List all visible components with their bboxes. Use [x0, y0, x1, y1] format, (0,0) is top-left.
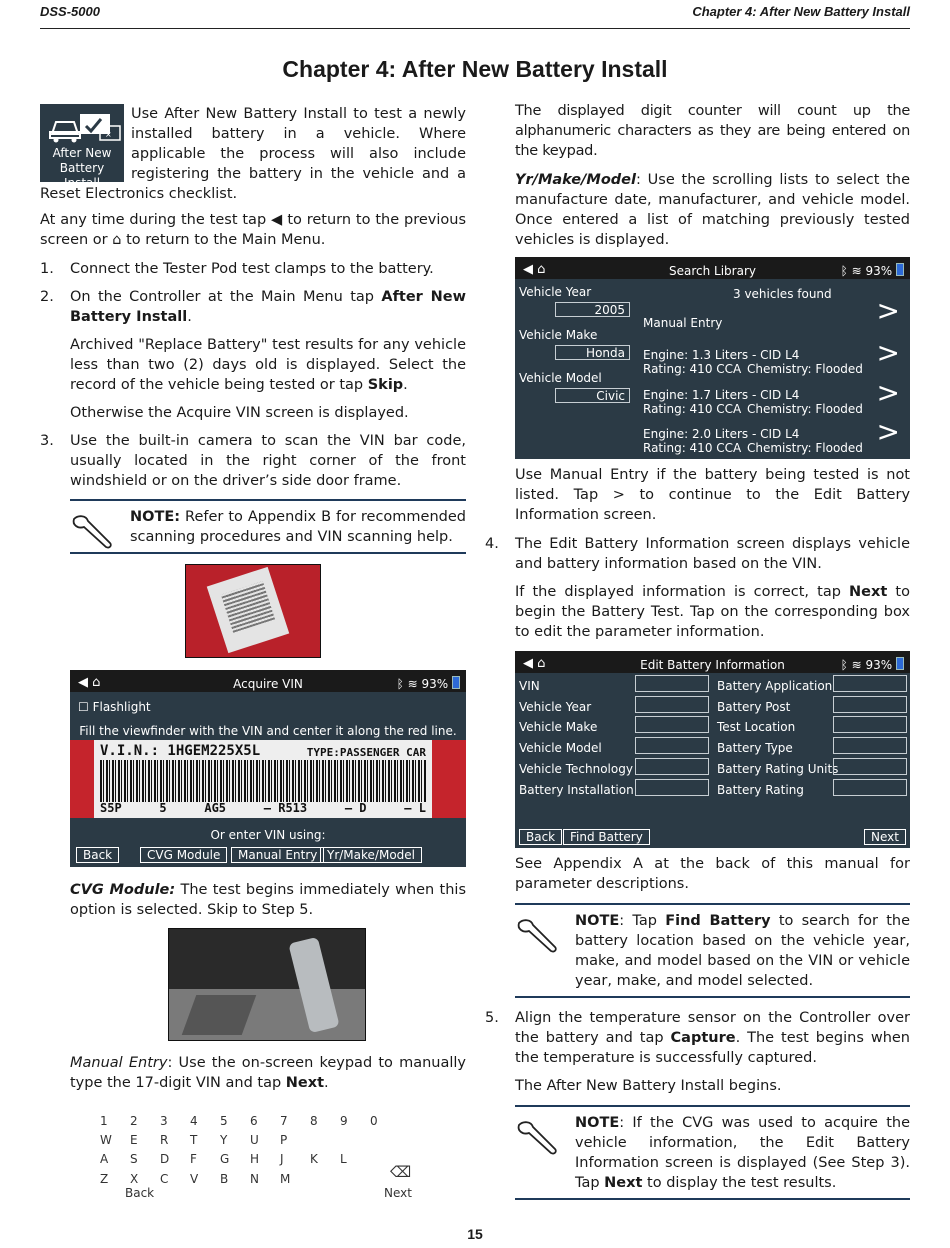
wrench-icon — [515, 915, 561, 955]
step-4: 4. The Edit Battery Information screen displays vehicle and battery information based on the VIN. — [485, 536, 910, 572]
step-4-paragraph: If the displayed information is correct, tap Next to begin the Battery Test. Tap on the corresponding box to edit the parameter information. — [515, 584, 910, 640]
field-label: Vehicle Technology — [519, 761, 633, 776]
field-label: Test Location — [717, 720, 796, 735]
back-button[interactable]: Back — [519, 829, 562, 845]
keypad-key[interactable]: J — [280, 1152, 284, 1166]
vehicle-year-field[interactable]: 2005 — [555, 302, 630, 317]
field-label: Battery Application — [717, 679, 833, 693]
cvg-module-button[interactable]: CVG Module — [140, 847, 227, 863]
chevron-right-icon: > — [612, 487, 625, 503]
vehicle-model-field[interactable]: Civic — [555, 388, 630, 403]
edit-battery-screen — [515, 651, 910, 848]
battery-icon — [896, 657, 904, 670]
cvg-module-photo — [168, 928, 366, 1041]
back-home-nav[interactable]: ◀ ⌂ — [523, 656, 546, 671]
page-title: Chapter 4: After New Battery Install — [282, 56, 668, 82]
back-home-nav[interactable]: ◀ ⌂ — [523, 262, 546, 277]
keypad-key[interactable]: 7 — [280, 1114, 288, 1128]
wrench-icon — [70, 511, 116, 551]
field-input[interactable] — [635, 696, 709, 713]
manual-entry-note: Use Manual Entry if the battery being tested is not listed. Tap > to continue to the Edit Battery Information screen. — [515, 467, 911, 523]
field-input[interactable] — [833, 779, 907, 796]
keypad-back-button[interactable]: Back — [125, 1186, 155, 1200]
field-label: Vehicle Make — [519, 720, 598, 735]
screen-topbar — [515, 651, 910, 673]
status-area: ᛒ ≋ 93% — [397, 674, 460, 694]
header-right: Chapter 4: After New Battery Install — [692, 4, 910, 19]
wifi-icon: ≋ — [851, 264, 862, 278]
field-input[interactable] — [833, 716, 907, 733]
status-area: ᛒ ≋ 93% — [841, 655, 904, 675]
field-label: Vehicle Model — [519, 741, 602, 756]
field-label: VIN — [519, 679, 540, 693]
field-input[interactable] — [635, 758, 709, 775]
next-button[interactable]: Next — [864, 829, 906, 845]
keypad-key[interactable]: 5 — [220, 1114, 228, 1128]
field-input[interactable] — [635, 737, 709, 754]
keypad-key[interactable]: T — [190, 1133, 198, 1147]
keypad-key[interactable]: A — [100, 1152, 109, 1166]
manual-entry-button[interactable]: Manual Entry — [231, 847, 324, 863]
keypad-key[interactable]: Z — [100, 1172, 109, 1186]
keypad-key[interactable]: 4 — [190, 1114, 198, 1128]
vin-viewfinder: V.I.N.: 1HGEM225X5L TYPE:PASSENGER CAR S5P 5 AG5 – R513 – D – L — [70, 740, 466, 818]
flashlight-checkbox[interactable]: ☐ Flashlight — [78, 700, 151, 714]
left-column — [40, 104, 466, 1203]
keypad-key[interactable]: L — [340, 1152, 347, 1166]
note-find-battery: NOTE: Tap Find Battery to search for the battery location based on the vehicle year, make, and model based on the VIN or vehicle year, make, and model selected. — [515, 903, 910, 998]
step-5: 5. Align the temperature sensor on the Controller over the battery and tap Capture. The test begins when the temperature is successfully captured. — [485, 1010, 910, 1066]
keypad-key[interactable]: D — [160, 1152, 170, 1166]
appendix-paragraph: See Appendix A at the back of this manual for parameter descriptions. — [515, 856, 910, 892]
bluetooth-icon: ᛒ — [840, 658, 848, 672]
back-button[interactable]: Back — [76, 847, 119, 863]
viewfinder-instruction: Fill the viewfinder with the VIN and center it along the red line. — [79, 724, 457, 738]
chevron-right-icon: > — [876, 336, 900, 369]
chevron-right-icon: > — [876, 294, 900, 327]
field-label: Battery Type — [717, 741, 793, 756]
screen-topbar — [70, 670, 466, 692]
bluetooth-icon: ᛒ — [396, 677, 404, 691]
keypad-key[interactable]: K — [310, 1152, 318, 1166]
backspace-key[interactable]: ⌫ — [390, 1163, 412, 1181]
wrench-icon — [515, 1117, 561, 1157]
step-1: 1. Connect the Tester Pod test clamps to the battery. — [40, 261, 434, 277]
battery-icon — [896, 263, 904, 276]
home-icon: ⌂ — [112, 232, 122, 248]
vehicle-make-label: Vehicle Make — [519, 328, 598, 342]
vehicle-make-field[interactable]: Honda — [555, 345, 630, 360]
keypad-key[interactable]: 1 — [100, 1114, 108, 1128]
keypad-key[interactable]: F — [190, 1152, 197, 1166]
manual-entry-paragraph: Manual Entry: Use the on-screen keypad to manually type the 17-digit VIN and tap Next. — [70, 1055, 466, 1091]
keypad-key[interactable]: U — [250, 1133, 259, 1147]
find-battery-button[interactable]: Find Battery — [563, 829, 650, 845]
icon-label-line1: After New — [52, 146, 112, 160]
field-input[interactable] — [635, 716, 709, 733]
barcode — [100, 760, 426, 802]
after-new-battery-icon — [40, 104, 124, 190]
keypad — [40, 1103, 466, 1203]
vin-door-photo — [185, 564, 321, 658]
vehicle-year-label: Vehicle Year — [519, 285, 592, 299]
right-column — [485, 101, 911, 1210]
field-label: Battery Rating — [717, 782, 804, 797]
note-appendix-b: NOTE: Refer to Appendix B for recommended scanning procedures and VIN scanning help. — [70, 499, 466, 554]
keypad-key[interactable]: V — [190, 1172, 199, 1186]
svg-text:×: × — [105, 130, 112, 139]
step-3: 3. Use the built-in camera to scan the VIN bar code, usually located in the right corner of the front windshield or on the driver’s side door frame. — [40, 433, 466, 489]
status-area: ᛒ ≋ 93% — [841, 261, 904, 281]
field-input[interactable] — [833, 737, 907, 754]
keypad-key[interactable]: 9 — [340, 1114, 348, 1128]
icon-label-line2: Battery Install — [59, 161, 105, 190]
keypad-key[interactable]: 8 — [310, 1114, 318, 1128]
keypad-key[interactable]: C — [160, 1172, 169, 1186]
keypad-key[interactable]: 0 — [370, 1114, 378, 1128]
back-home-nav[interactable]: ◀ ⌂ — [78, 675, 101, 690]
wifi-icon: ≋ — [407, 677, 418, 691]
keypad-key[interactable]: G — [220, 1152, 230, 1166]
vehicles-found: 3 vehicles found — [733, 287, 832, 301]
vehicle-model-label: Vehicle Model — [519, 371, 602, 385]
chevron-right-icon: > — [876, 376, 900, 409]
cvg-paragraph: CVG Module: The test begins immediately when this option is selected. Skip to Step 5. — [70, 882, 466, 918]
keypad-key[interactable]: X — [130, 1172, 139, 1186]
keypad-next-button[interactable]: Next — [384, 1186, 412, 1200]
keypad-key[interactable]: M — [280, 1172, 291, 1186]
field-input[interactable] — [833, 696, 907, 713]
header-left: DSS-5000 — [40, 4, 100, 19]
header-rule — [40, 28, 910, 29]
manual-entry-row[interactable]: Manual Entry > — [643, 294, 900, 330]
keypad-key[interactable]: R — [160, 1133, 169, 1147]
screen-title: Search Library — [669, 264, 756, 278]
keypad-key[interactable]: W — [100, 1133, 112, 1147]
field-label: Battery Rating Units — [717, 761, 839, 776]
search-library-screen — [515, 257, 910, 459]
keypad-key[interactable]: 3 — [160, 1114, 168, 1128]
nav-paragraph: At any time during the test tap ◀ to return to the previous screen or ⌂ to return to the Main Menu. — [40, 212, 467, 248]
screen-title: Acquire VIN — [233, 677, 303, 691]
keypad-key[interactable]: P — [280, 1133, 288, 1147]
keypad-key[interactable]: 6 — [250, 1114, 258, 1128]
field-input[interactable] — [833, 675, 907, 692]
or-enter-label: Or enter VIN using: — [210, 828, 326, 842]
field-input[interactable] — [635, 675, 709, 692]
page-number: 15 — [467, 1226, 483, 1242]
ymm-paragraph: Yr/Make/Model: Use the scrolling lists to select the manufacture date, manufacturer, and vehicle model. Once entered a list of matching previously tested vehicles is displayed. — [515, 172, 910, 248]
field-input[interactable] — [833, 758, 907, 775]
keypad-key[interactable]: H — [250, 1152, 260, 1166]
field-label: Battery Post — [717, 699, 791, 714]
screen-topbar — [515, 257, 910, 279]
result-row[interactable]: Engine: 1.7 Liters - CID L4 Rating: 410 CCA Chemistry: Flooded > — [643, 376, 900, 416]
keypad-key[interactable]: Y — [220, 1133, 228, 1147]
battery-icon — [452, 676, 460, 689]
keypad-key[interactable]: E — [130, 1133, 138, 1147]
bluetooth-icon: ᛒ — [840, 264, 848, 278]
field-label: Battery Installation — [519, 782, 634, 797]
checkbox-icon: ☐ — [78, 700, 89, 714]
keypad-key[interactable]: 2 — [130, 1114, 138, 1128]
screen-title: Edit Battery Information — [640, 658, 785, 672]
step-2-otherwise: Otherwise the Acquire VIN screen is displayed. — [70, 405, 409, 421]
keypad-key[interactable]: B — [220, 1172, 229, 1186]
acquire-vin-screen — [70, 670, 466, 867]
chevron-right-icon: > — [876, 415, 900, 448]
result-row[interactable]: Engine: 1.3 Liters - CID L4 Rating: 410 CCA Chemistry: Flooded > — [643, 336, 900, 376]
note-cvg: NOTE: If the CVG was used to acquire the vehicle information, the Edit Battery Information screen is displayed (See Step 3). Tap Next to display the test results. — [515, 1105, 910, 1200]
counter-paragraph: The displayed digit counter will count up the alphanumeric characters as they are being entered on the keypad. — [515, 103, 910, 159]
step-2-archive: Archived "Replace Battery" test results for any vehicle less than two (2) days old is displayed. Select the record of the vehicle being tested or tap Skip. — [70, 337, 466, 393]
step-5-paragraph: The After New Battery Install begins. — [515, 1078, 782, 1094]
field-label: Vehicle Year — [519, 699, 592, 714]
yr-make-model-button[interactable]: Yr/Make/Model — [320, 847, 422, 863]
keypad-key[interactable]: N — [250, 1172, 259, 1186]
field-input[interactable] — [635, 779, 709, 796]
result-row[interactable]: Engine: 2.0 Liters - CID L4 Rating: 410 CCA Chemistry: Flooded > — [643, 415, 900, 455]
step-2: 2. On the Controller at the Main Menu tap After New Battery Install. — [40, 289, 466, 325]
intro-paragraph: Use After New Battery Install to test a newly installed battery in a vehicle. Where applicable the process will also include registering the battery in the vehicle and a Reset Electronics checklist. — [40, 106, 466, 202]
wifi-icon: ≋ — [851, 658, 862, 672]
back-arrow-icon: ◀ — [271, 212, 283, 228]
keypad-key[interactable]: S — [130, 1152, 138, 1166]
